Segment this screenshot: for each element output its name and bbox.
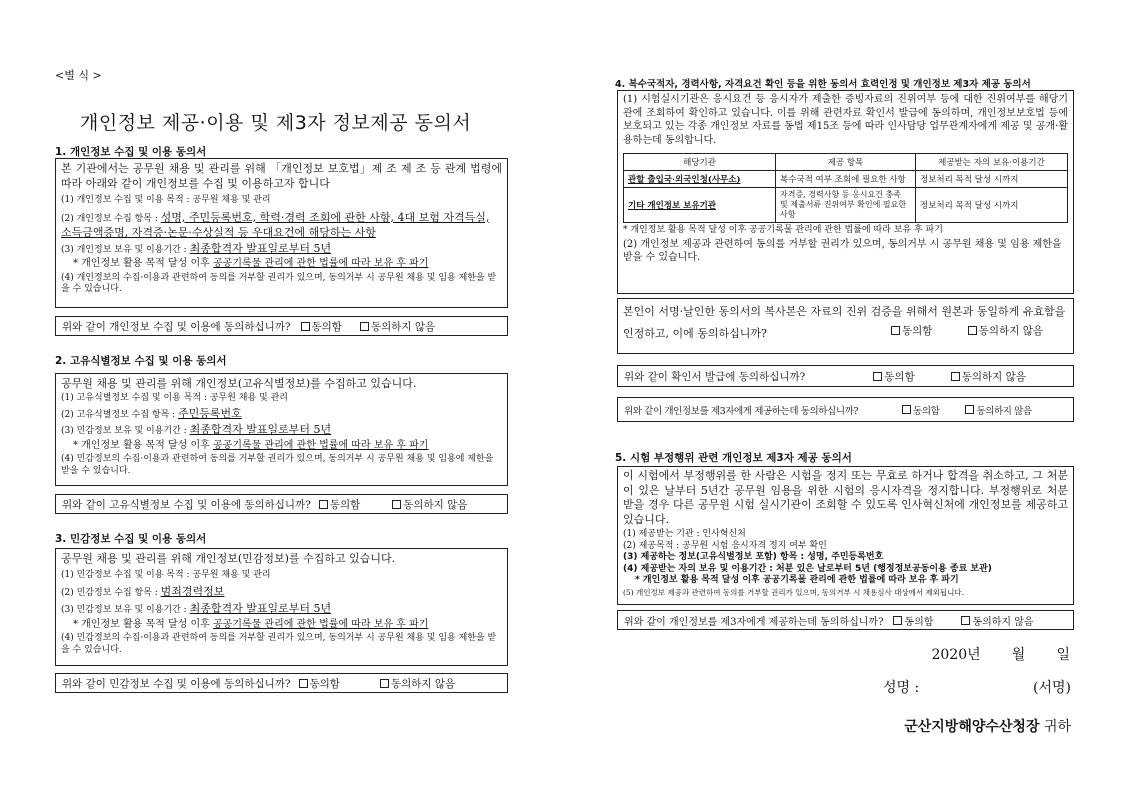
- sec2-disagree-checkbox[interactable]: [392, 500, 401, 509]
- sec3-disagree-option[interactable]: [380, 676, 455, 691]
- sec5-disagree-checkbox[interactable]: [961, 616, 970, 625]
- sec1-item2-label: (2) 개인정보 수집 항목 :: [61, 213, 161, 224]
- sec4-th-items: 제공 항목: [776, 154, 916, 171]
- sec4-confirm-agree-checkbox[interactable]: [873, 372, 882, 381]
- sec2-intro: 공무원 채용 및 관리를 위해 개인정보(고유식별정보)를 수집하고 있습니다.: [61, 377, 417, 390]
- sec2-question: 위와 같이 고유식별정보 수집 및 이용에 동의하십니까?: [62, 498, 311, 511]
- sec5-item2: (2) 제공목적 : 공무원 시험 응시자격 정지 여부 확인: [623, 540, 827, 551]
- sec2-note-label: * 개인정보 활용 목적 달성 이후: [73, 439, 213, 451]
- sec2-item2: [61, 408, 502, 422]
- sec1-item3-label: (3) 개인정보 보유 및 이용기간 :: [61, 244, 190, 255]
- signature-date: 2020년 월 일: [931, 647, 1070, 663]
- sec4-row2-items: 자격증, 경력사항 등 응시요건 충족 및 제출서류 진위여부 확인에 필요한 사항: [776, 188, 916, 223]
- signature-name-label: 성명 :: [883, 680, 920, 696]
- table-row: [624, 171, 1068, 188]
- sec3-item4: (4) 민감정보의 수집·이용과 관련하여 동의를 거부할 권리가 있으며, 동의거부 시 공무원 채용 및 임용 제한을 받을 수 있습니다.: [61, 633, 497, 655]
- sec5-title: 5. 시험 부정행위 관련 개인정보 제3자 제공 동의서: [615, 452, 852, 464]
- sec2-item1: (1) 고유식별정보 수집 및 이용 목적 : 공무원 채용 및 관리: [61, 393, 288, 403]
- sec4-third-agree-checkbox[interactable]: [902, 405, 911, 414]
- sec3-item3-value: 최종합격자 발표일로부터 5년: [189, 602, 332, 615]
- sec1-note-label: * 개인정보 활용 목적 달성 이후: [73, 258, 213, 269]
- sec4-confirm-disagree-option[interactable]: [951, 369, 1026, 384]
- sec3-item2-label: (2) 민감정보 수집 항목 :: [61, 587, 161, 598]
- sec4-intro: (1) 시험실시기관은 응시요건 등 응시자가 제출한 증빙자료의 진위여부 등에 대한 진위여부를 해당기관에 조회하여 확인하고 있습니다. 이를 위해 관련자료 확인서 발급에 동의하며, 개인정보보호법 등에 보호되고 있는 각종 개인정보 자료를 동법 제15조 등에 따라 인사담당 업무관계자에게 제공 및 공개·활용하는데 동의합니다.: [623, 94, 1068, 146]
- sec4-third-agree-label: 동의함: [913, 405, 940, 417]
- sec4-row2-agency: 기타 개인정보 보유기관: [624, 188, 776, 223]
- sec4-copy-box: [617, 298, 1074, 354]
- sec5-intro: 이 시험에서 부정행위를 한 사람은 시험을 정지 또는 무효로 하거나 합격을 취소하고, 그 처분이 있은 날부터 5년간 공무원 임용을 위한 시험의 응시자격을 정지합니다. 부정행위로 처분 받을 경우 다른 공무원 시험 실시기관이 조회할 수 있도록 인사혁신처에 개인정보를 제공하고 있습니다.: [623, 469, 1068, 526]
- sec3-item3-note: [61, 619, 502, 632]
- sec4-copy-disagree-option[interactable]: [968, 323, 1043, 338]
- sec1-disagree-label: 동의하지 않음: [370, 320, 436, 333]
- sec5-agree-label: 동의함: [904, 616, 934, 628]
- sec5-item1: (1) 제공받는 기관 : 인사혁신처: [623, 529, 746, 539]
- sec2-item3-label: (3) 민감정보 보유 및 이용기간 :: [61, 426, 190, 436]
- annex-label: <별 식 >: [55, 69, 102, 82]
- sec4-third-row: [617, 397, 1074, 422]
- sec5-item5: (5) 개인정보 제공과 관련하여 동의를 거부할 권리가 있으며, 동의거부 시 채용심사 대상에서 제외됩니다.: [623, 587, 965, 597]
- sec4-table: [623, 153, 1068, 223]
- sec4-third-disagree-label: 동의하지 않음: [976, 405, 1032, 417]
- sec2-agree-option[interactable]: [319, 497, 360, 512]
- sec2-agree-checkbox[interactable]: [319, 500, 328, 509]
- sec4-table-header: [624, 154, 1068, 171]
- sec2-title: 2. 고유식별정보 수집 및 이용 동의서: [55, 355, 227, 367]
- page-title: 개인정보 제공·이용 및 제3자 정보제공 동의서: [80, 112, 472, 134]
- sec1-agree-checkbox[interactable]: [301, 322, 310, 331]
- sec3-disagree-label: 동의하지 않음: [390, 677, 456, 690]
- sec3-intro: 공무원 채용 및 관리를 위해 개인정보(민감정보)를 수집하고 있습니다.: [61, 552, 396, 565]
- sec3-item3-label: (3) 민감정보 보유 및 이용기간 :: [61, 605, 190, 615]
- sec4-third-disagree-checkbox[interactable]: [965, 405, 974, 414]
- sec1-disagree-checkbox[interactable]: [360, 322, 369, 331]
- sec3-item3: [61, 603, 502, 617]
- sec4-copy-agree-checkbox[interactable]: [891, 326, 900, 335]
- sec1-item1: (1) 개인정보 수집 및 이용 목적 : 공무원 채용 및 관리: [61, 195, 271, 205]
- sec3-item2-value: 범죄경력정보: [160, 584, 225, 598]
- sec2-item3-value: 최종합격자 발표일로부터 5년: [189, 423, 332, 436]
- sec1-item3-note: [61, 258, 502, 271]
- sec2-agree-label: 동의함: [329, 498, 361, 511]
- sec5-item3: (3) 제공하는 정보(고유식별정보 포함) 항목 : 성명, 주민등록번호: [623, 552, 884, 562]
- sec4-note: * 개인정보 활용 목적 달성 이후 공공기록물 관리에 관한 법률에 따라 보유 후 파기: [623, 225, 943, 235]
- sec1-item2: [61, 210, 502, 241]
- sec2-disagree-label: 동의하지 않음: [403, 498, 468, 511]
- sec1-agree-label: 동의함: [311, 320, 342, 333]
- sec3-disagree-checkbox[interactable]: [380, 679, 389, 688]
- sec4-confirm-agree-label: 동의함: [884, 370, 915, 383]
- sec4-confirm-disagree-checkbox[interactable]: [951, 372, 960, 381]
- sec2-item3-note: [61, 440, 502, 453]
- sec3-note-label: * 개인정보 활용 목적 달성 이후: [73, 618, 213, 630]
- sec5-disagree-option[interactable]: [961, 613, 1033, 628]
- table-row: [624, 188, 1068, 223]
- sec4-body: [617, 90, 1074, 294]
- sec5-agree-checkbox[interactable]: [893, 616, 902, 625]
- sec4-copy-agree-option[interactable]: [891, 323, 932, 338]
- sec5-disagree-label: 동의하지 않음: [972, 616, 1034, 628]
- sec3-body: [55, 548, 508, 666]
- sec4-th-period: 제공받는 자의 보유·이용기간: [916, 154, 1068, 171]
- sec4-third-agree-option[interactable]: [902, 403, 939, 417]
- sec4-third-question: 위와 같이 개인정보를 제3자에게 제공하는데 동의하십니까?: [624, 405, 859, 417]
- sec2-body: [55, 373, 508, 486]
- sec5-item4: (4) 제공받는 자의 보유 및 이용기간 : 처분 있은 날로부터 5년 (행정정보공동이용 종료 보관): [623, 563, 992, 574]
- sec2-item3: [61, 424, 502, 438]
- sec1-question: 위와 같이 개인정보 수집 및 이용에 동의하십니까?: [62, 320, 291, 333]
- sec2-item2-label: (2) 고유식별정보 수집 항목 :: [61, 409, 179, 420]
- signature-mark: (서명): [1033, 680, 1071, 696]
- sec4-row2-period: 정보처리 목적 달성 시까지: [916, 188, 1068, 223]
- sec2-item2-value: 주민등록번호: [178, 406, 242, 420]
- sec4-row1-period: 정보처리 목적 달성 시까지: [916, 171, 1068, 188]
- sec4-confirm-disagree-label: 동의하지 않음: [961, 370, 1026, 383]
- sec3-agree-label: 동의함: [309, 677, 340, 690]
- sec5-body: [617, 466, 1074, 605]
- sec1-intro: 본 기관에서는 공무원 채용 및 관리를 위해 「개인정보 보호법」제 조 제 조 등 관계 법령에 따라 아래와 같이 개인정보를 수집 및 이용하고자 합니다: [61, 162, 502, 190]
- sec4-title: 4. 복수국적자, 경력사항, 자격요건 확인 등을 위한 동의서 효력인정 및 개인정보 제3자 제공 동의서: [615, 79, 1031, 90]
- sec4-row1-items: 복수국적 여부 조회에 필요한 사항: [776, 171, 916, 188]
- sec2-item4: (4) 민감정보의 수집·이용과 관련하여 동의를 거부할 권리가 있으며, 동의거부 시 공무원 채용 및 임용에 제한을 받을 수 있습니다.: [61, 454, 494, 476]
- sec4-copy-disagree-label: 동의하지 않음: [978, 325, 1043, 337]
- addressee-suffix: 귀하: [1043, 719, 1071, 735]
- sec4-th-agency: 해당기관: [624, 154, 776, 171]
- sec5-agree-option[interactable]: [893, 613, 933, 628]
- sec2-note-value: 공공기록물 관리에 관한 법률에 따라 보유 후 파기: [213, 439, 429, 451]
- sec4-copy-disagree-checkbox[interactable]: [968, 326, 977, 335]
- sec1-disagree-option[interactable]: [360, 319, 435, 334]
- sec3-agree-option[interactable]: [299, 676, 340, 691]
- addressee: [904, 716, 1071, 736]
- sec1-body: [55, 158, 508, 308]
- sec3-agree-checkbox[interactable]: [299, 679, 308, 688]
- sec3-title: 3. 민감정보 수집 및 이용 동의서: [55, 533, 207, 545]
- sec3-item1: (1) 민감정보 수집 및 이용 목적 : 공무원 채용 및 관리: [61, 570, 271, 580]
- sec5-item4-note: * 개인정보 활용 목적 달성 이후 공공기록물 관리에 관한 법률에 따라 보유 후 파기: [635, 575, 959, 585]
- sec1-item3-value: 최종합격자 발표일로부터 5년: [189, 241, 332, 255]
- sec4-confirm-agree-option[interactable]: [873, 369, 914, 384]
- sec1-item3: [61, 243, 502, 257]
- sec4-copy-agree-label: 동의함: [902, 325, 933, 337]
- sec4-third-disagree-option[interactable]: [965, 403, 1031, 417]
- sec3-consent-row: [55, 673, 508, 693]
- sec1-consent-row: [55, 316, 508, 336]
- sec5-consent-row: [617, 610, 1074, 630]
- sec3-note-value: 공공기록물 관리에 관한 법률에 따라 보유 후 파기: [213, 618, 429, 630]
- sec4-row1-agency: 관할 출입국·외국인청(사무소): [624, 171, 776, 188]
- sec4-confirm-row: [617, 365, 1074, 387]
- sec1-note-value: 공공기록물 관리에 관한 법률에 따라 보유 후 파기: [213, 258, 429, 269]
- sec1-item4: (4) 개인정보의 수집·이용과 관련하여 동의를 거부할 권리가 있으며, 동의거부 시 공무원 채용 및 임용 제한을 받을 수 있습니다.: [61, 272, 497, 294]
- sec5-question: 위와 같이 개인정보를 제3자에게 제공하는데 동의하십니까?: [624, 616, 884, 628]
- addressee-name: 군산지방해양수산청장: [904, 719, 1040, 735]
- sec4-copy-question: 본인이 서명·날인한 동의서의 복사본은 자료의 진위 검증을 위해서 원본과 동일하게 유효함을 인정하고, 이에 동의하십니까?: [623, 305, 1066, 340]
- sec2-consent-row: [55, 494, 508, 514]
- sec4-copy-options: [891, 323, 1043, 338]
- sec1-title: 1. 개인정보 수집 및 이용 동의서: [55, 146, 207, 158]
- sec4-confirm-question: 위와 같이 확인서 발급에 동의하십니까?: [624, 370, 806, 383]
- sec3-item2: [61, 586, 502, 600]
- sec2-disagree-option[interactable]: [392, 497, 467, 512]
- sec1-item2-value: 성명, 주민등록번호, 학력·경력 조회에 관한 사항, 4대 보험 자격득실, 소득금액증명, 자격증·논문·수상실적 등 우대요건에 해당하는 사항: [61, 210, 490, 239]
- sec1-agree-option[interactable]: [301, 319, 342, 334]
- sec3-question: 위와 같이 민감정보 수집 및 이용에 동의하십니까?: [62, 677, 291, 690]
- sec4-item2: (2) 개인정보 제공과 관련하여 동의를 거부할 권리가 있으며, 동의거부 시 공무원 채용 및 임용 제한을 받을 수 있습니다.: [623, 238, 1062, 263]
